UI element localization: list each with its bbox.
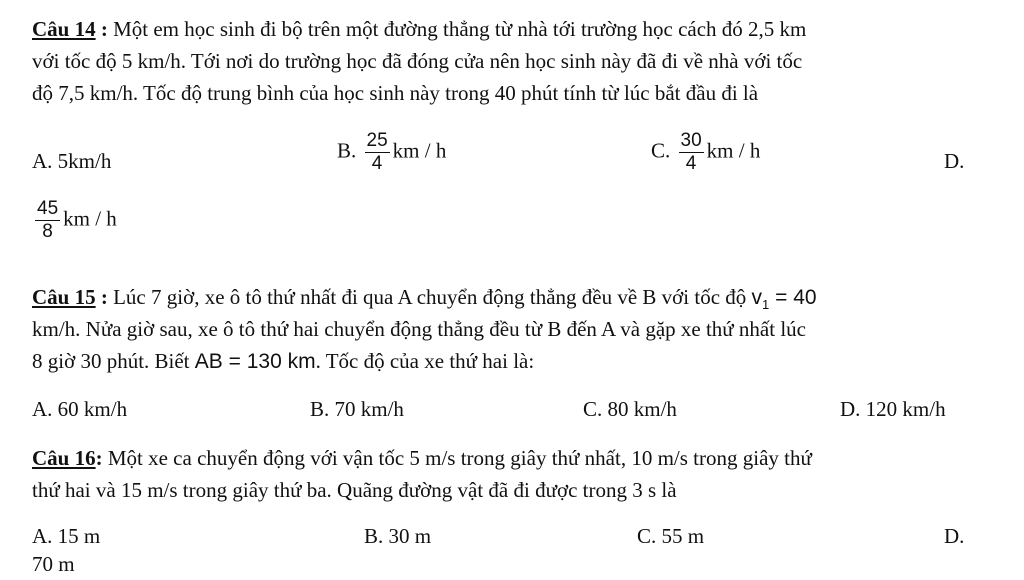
q16-line2: thứ hai và 15 m/s trong giây thứ ba. Quãng đường vật đã đi được trong 3 s là (32, 478, 677, 502)
q14-option-c: C. $\frac{30}{4}$ km / h (651, 130, 761, 174)
q15-line3: 8 giờ 30 phút. Biết AB = 130 km. Tốc độ của xe thứ hai là: (32, 349, 535, 373)
q14-option-b-fraction: $\frac{25}{4}$ (366, 130, 388, 174)
q14-option-b: B. $\frac{25}{4}$ km / h (337, 130, 447, 174)
q14-option-c-fraction: $\frac{30}{4}$ (680, 130, 702, 174)
q15-option-a: A. 60 km/h (32, 397, 128, 421)
q15-option-b: B. 70 km/h (310, 397, 404, 421)
q16-label: Câu 16 (32, 446, 96, 470)
q14-option-d-letter: D. (944, 149, 965, 173)
q15-velocity: $v_1 = 40$ (751, 286, 817, 313)
q16-option-c: C. 55 m (637, 524, 705, 548)
q14-option-a: A. 5km/h (32, 149, 112, 173)
q14-line3: độ 7,5 km/h. Tốc độ trung bình của học sinh này trong 40 phút tính từ lúc bắt đầu đi là (32, 81, 759, 105)
q15-line2: km/h. Nửa giờ sau, xe ô tô thứ hai chuyển động thẳng đều từ B đến A và gặp xe thứ nhất lúc (32, 317, 806, 341)
q16-line1: Câu 16: Một xe ca chuyển động với vận tốc 5 m/s trong giây thứ nhất, 10 m/s trong giây thứ (32, 446, 812, 470)
q15-label: Câu 15 (32, 285, 96, 309)
q15-line1: Câu 15 : Lúc 7 giờ, xe ô tô thứ nhất đi qua A chuyển động thẳng đều về B với tốc độ $v_1 = 40$ (32, 285, 817, 313)
q15-option-c: C. 80 km/h (583, 397, 677, 421)
q14-label: Câu 14 (32, 17, 96, 41)
q16-option-d-letter: D. (944, 524, 965, 548)
q16-option-a: A. 15 m (32, 524, 101, 548)
q15-distance: AB = 130 km (194, 350, 316, 373)
q15-option-d: D. 120 km/h (840, 397, 946, 421)
q14-line1: Câu 14 : Một em học sinh đi bộ trên một đường thẳng từ nhà tới trường học cách đó 2,5 km (32, 17, 807, 41)
q16-option-b: B. 30 m (364, 524, 432, 548)
q14-option-d: $\frac{45}{8}$ km / h (37, 198, 117, 242)
q16-option-d: 70 m (32, 552, 75, 576)
q14-option-d-fraction: $\frac{45}{8}$ (37, 198, 59, 242)
q14-line2: với tốc độ 5 km/h. Tới nơi do trường học đã đóng cửa nên học sinh này đã đi về nhà với tốc (32, 49, 803, 73)
